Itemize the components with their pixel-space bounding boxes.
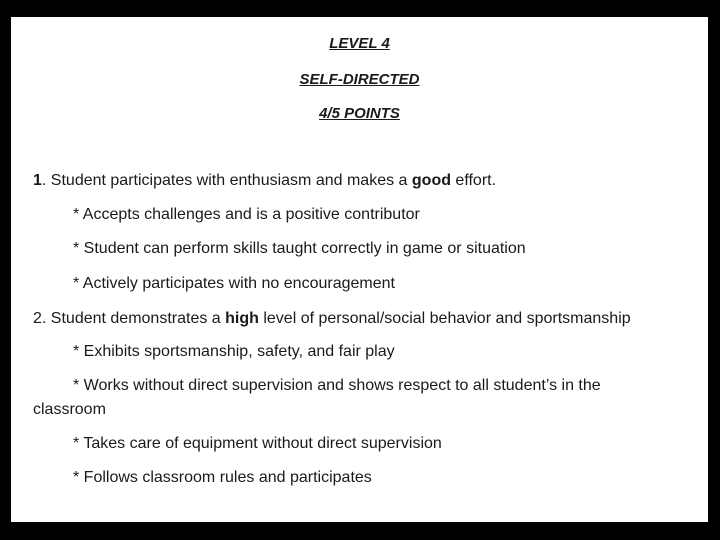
criterion-2-bullet-3: * Takes care of equipment without direct supervision xyxy=(73,435,442,452)
criterion-2-bullet-2-continuation: classroom xyxy=(33,401,106,418)
criterion-1-emphasis: good xyxy=(411,172,451,189)
criterion-2-number: 2 xyxy=(33,310,42,327)
criterion-2-bullet-2: * Works without direct supervision and shows respect to all student’s in the xyxy=(73,377,601,394)
criterion-2-bullet-1: * Exhibits sportsmanship, safety, and fair play xyxy=(73,343,395,360)
document-page xyxy=(11,17,708,522)
level-heading: LEVEL 4 xyxy=(329,35,390,52)
criterion-1-text-end: effort. xyxy=(450,172,497,189)
criterion-2-emphasis: high xyxy=(225,310,259,327)
criterion-1-number: 1 xyxy=(33,172,42,189)
points-heading: 4/5 POINTS xyxy=(319,105,400,122)
criterion-1-text-start: . Student participates with enthusiasm and makes a xyxy=(41,172,412,189)
criterion-1-bullet-1: * Accepts challenges and is a positive contributor xyxy=(73,206,420,223)
criterion-2-text-end: level of personal/social behavior and sportsmanship xyxy=(258,310,631,327)
criterion-2-text-start: . Student demonstrates a xyxy=(41,310,226,327)
criterion-2-bullet-4: * Follows classroom rules and participates xyxy=(73,469,372,486)
criterion-1-bullet-2: * Student can perform skills taught correctly in game or situation xyxy=(73,240,526,257)
criterion-1-bullet-3: * Actively participates with no encouragement xyxy=(73,275,395,292)
criterion-2 xyxy=(33,310,631,328)
criterion-1 xyxy=(33,172,496,190)
title-heading: SELF-DIRECTED xyxy=(299,71,420,88)
